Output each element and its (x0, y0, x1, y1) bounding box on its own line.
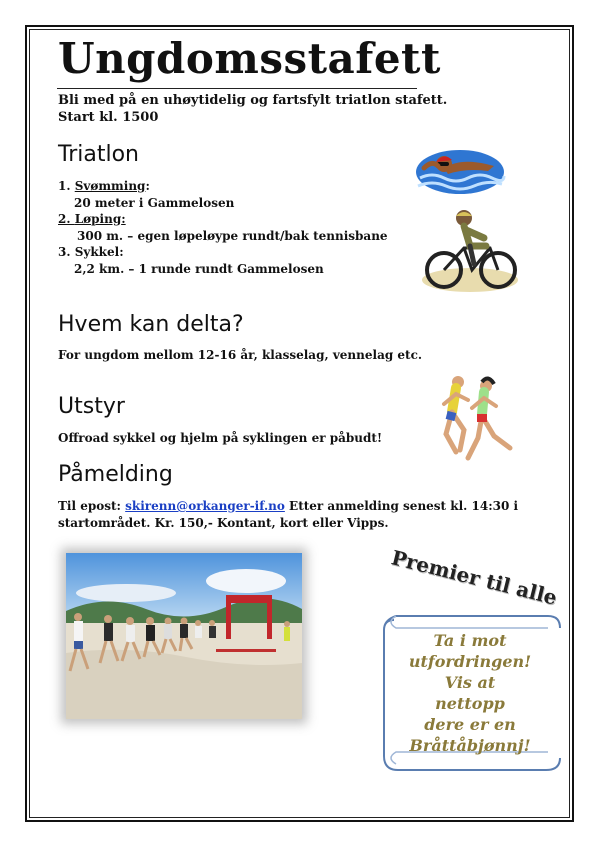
item-label: Løping (74, 212, 122, 226)
list-item (58, 178, 388, 195)
pamelding-line-2: startområdet. Kr. 150,- Kontant, kort eller Vipps. (58, 516, 389, 530)
item-label: Svømming (74, 179, 146, 193)
scroll-line: Vis at (444, 673, 496, 692)
intro-line-2: Start kl. 1500 (58, 110, 159, 125)
item-number: 3. (58, 245, 75, 259)
scroll-line: Ta i mot (433, 631, 507, 650)
item-detail: 300 m. – egen løpeløype rundt/bak tennisbane (77, 228, 388, 243)
item-number: 2. (58, 212, 75, 226)
pamelding-text (58, 498, 538, 532)
swimmer-icon (414, 138, 506, 198)
intro-text (58, 92, 447, 126)
runners-icon (438, 372, 520, 468)
title-underline (57, 88, 417, 89)
scroll-line: nettopp (435, 694, 505, 713)
scroll-line: Bråttåbjønnj! (409, 736, 531, 755)
pamelding-rest-1: Etter anmelding senest kl. 14:30 i (284, 499, 519, 513)
item-detail: 2,2 km. – 1 runde rundt Gammelosen (74, 261, 324, 276)
triatlon-heading: Triatlon (58, 142, 139, 167)
item-suffix: : (121, 212, 126, 226)
scroll-text (380, 630, 560, 756)
pamelding-line-1 (58, 498, 538, 515)
beach-race-illustration (66, 553, 302, 719)
item-suffix: : (145, 179, 150, 193)
item-number: 1. (58, 179, 75, 193)
relay-photo (66, 553, 302, 719)
email-prefix: Til epost: (58, 499, 126, 513)
intro-line-1: Bli med på en uhøytidelig og fartsfylt triatlon stafett. (58, 93, 448, 108)
list-item (58, 244, 388, 261)
scroll-line: dere er en (424, 715, 516, 734)
page-title: Ungdomsstafett (58, 34, 441, 83)
hvem-heading: Hvem kan delta? (58, 312, 244, 337)
pamelding-heading: Påmelding (58, 462, 173, 487)
scroll-line: utfordringen! (408, 652, 532, 671)
triatlon-list (58, 178, 388, 277)
item-detail: 20 meter i Gammelosen (74, 195, 235, 210)
email-link[interactable]: skirenn@orkanger-if.no (125, 499, 285, 513)
premier-text: Premier til alle (389, 545, 560, 610)
item-label: Sykkel (74, 245, 120, 259)
hvem-text: For ungdom mellom 12-16 år, klasselag, vennelag etc. (58, 348, 423, 362)
item-suffix: : (119, 245, 124, 259)
utstyr-text: Offroad sykkel og hjelm på syklingen er påbudt! (58, 431, 383, 445)
list-item (58, 211, 388, 228)
utstyr-heading: Utstyr (58, 394, 125, 419)
cyclist-icon (420, 208, 520, 292)
